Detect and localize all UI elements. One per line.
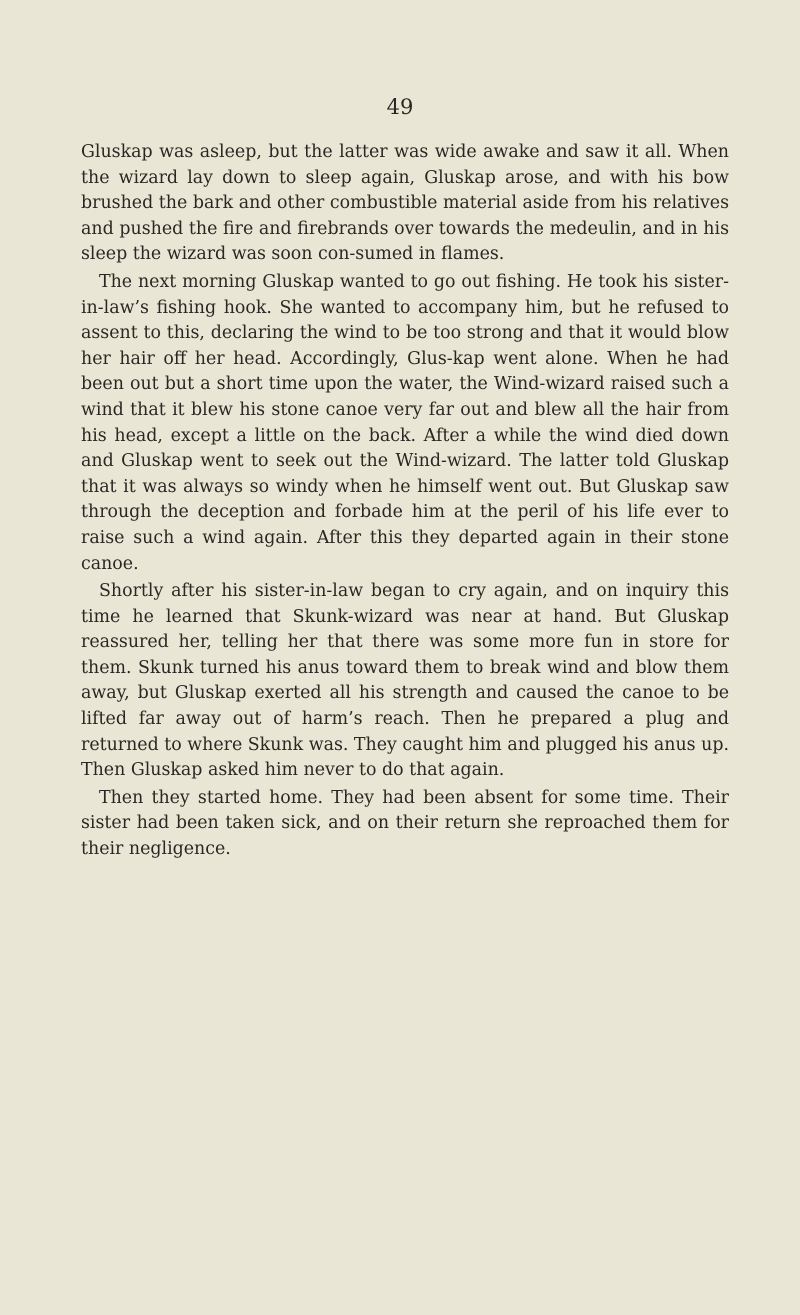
paragraph: Gluskap was asleep, but the latter was wide awake and saw it all. When the wizard lay down to sleep again, Gluskap arose, and with his bow brushed the bark and other combustible material aside from his relatives and pushed the fire and firebrands over towards the medeulin, and in his sleep the wizard was soon con-sumed in flames. — [81, 142, 729, 265]
paragraph: Then they started home. They had been absent for some time. Their sister had been taken sick, and on their return she reproached them for their negligence. — [81, 787, 729, 860]
paragraph: Shortly after his sister-in-law began to cry again, and on inquiry this time he learned that Skunk-wizard was near at hand. But Gluskap reassured her, telling her that there was some more fun in store for them. Skunk turned his anus toward them to break wind and blow them away, but Gluskap exerted all his strength and caused the canoe to be lifted far away out of harm’s reach. Then he prepared a plug and returned to where Skunk was. They caught him and plugged his anus up. Then Gluskap asked him never to do that again. — [81, 581, 729, 781]
page-number: 49 — [386, 95, 414, 119]
body-text — [81, 140, 729, 863]
paragraph: The next morning Gluskap wanted to go out fishing. He took his sister-in-law’s fishing hook. She wanted to accompany him, but he refused to assent to this, declaring the wind to be too strong and that it would blow her hair off her head. Accordingly, Glus-kap went alone. When he had been out but a short time upon the water, the Wind-wizard raised such a wind that it blew his stone canoe very far out and blew all the hair from his head, except a little on the back. After a while the wind died down and Gluskap went to seek out the Wind-wizard. The latter told Gluskap that it was always so windy when he himself went out. But Gluskap saw through the deception and forbade him at the peril of his life ever to raise such a wind again. After this they departed again in their stone canoe. — [81, 271, 729, 574]
